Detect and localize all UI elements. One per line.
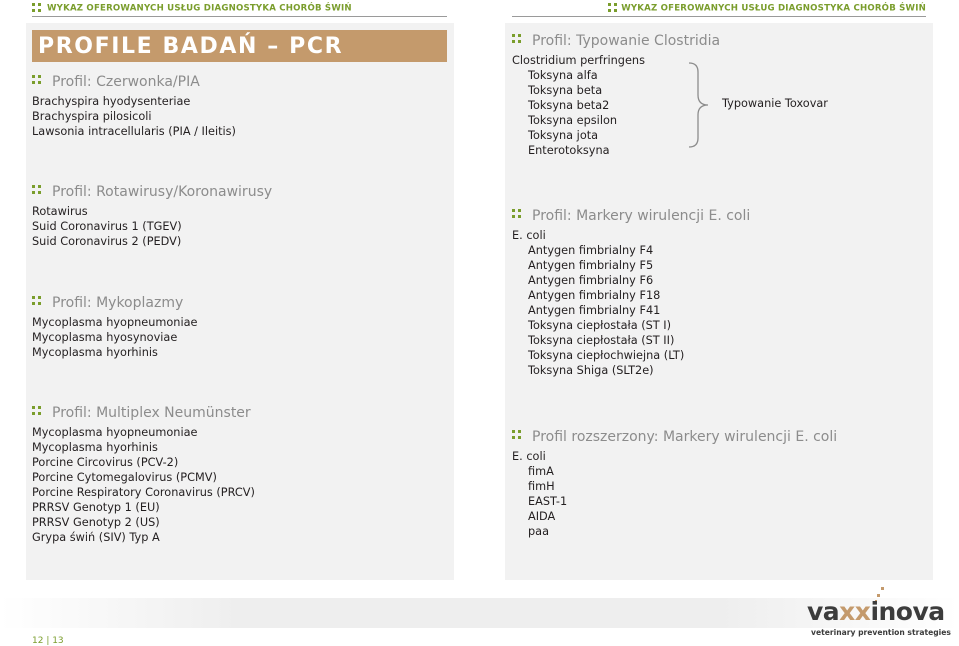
list-item: Mycoplasma hyopneumoniae (32, 316, 198, 329)
list-item: Porcine Cytomegalovirus (PCMV) (32, 471, 217, 484)
header-left (32, 3, 352, 14)
list-item: Toksyna epsilon (528, 114, 618, 127)
header-right-rule (512, 16, 926, 17)
four-dot-icon (512, 209, 521, 219)
list-item: PRRSV Genotyp 2 (US) (32, 516, 160, 529)
section-title: Profil: Typowanie Clostridia (512, 32, 720, 50)
section-rozszerzony-ecoli (512, 428, 837, 539)
list-item: Grypa świń (SIV) Typ A (32, 531, 160, 544)
section-title: Profil: Markery wirulencji E. coli (512, 207, 750, 225)
list-item: Antygen fimbrialny F6 (528, 274, 654, 287)
organism-label: Clostridium perfringens (512, 54, 645, 67)
list-item: Toksyna Shiga (SLT2e) (528, 364, 654, 377)
four-dot-icon (32, 296, 41, 306)
list-item: Toksyna ciepłochwiejna (LT) (528, 349, 685, 362)
section-title: Profil: Mykoplazmy (32, 294, 197, 312)
four-dot-icon (32, 75, 41, 85)
list-item: Enterotoksyna (528, 144, 610, 157)
list-item: Mycoplasma hyorhinis (32, 346, 158, 359)
list-item: EAST-1 (528, 495, 568, 508)
list-item: Toksyna alfa (528, 69, 598, 82)
list-item: fimH (528, 480, 555, 493)
list-item: Porcine Respiratory Coronavirus (PRCV) (32, 486, 255, 499)
list-item: Antygen fimbrialny F18 (528, 289, 661, 302)
curly-brace-icon (688, 62, 712, 148)
organism-label: E. coli (512, 450, 546, 463)
list-item: fimA (528, 465, 554, 478)
four-dot-icon (512, 34, 521, 44)
four-dot-icon (32, 3, 41, 13)
section-czerwonka (32, 73, 236, 139)
section-title: Profil: Rotawirusy/Koronawirusy (32, 183, 272, 201)
section-title: Profil: Multiplex Neumünster (32, 404, 255, 422)
list-item: paa (528, 525, 550, 538)
list-item: Brachyspira pilosicoli (32, 110, 152, 123)
section-mykoplazmy (32, 294, 197, 360)
vaxxinova-logo (805, 585, 951, 640)
list-item: Porcine Circovirus (PCV-2) (32, 456, 179, 469)
list-item: Mycoplasma hyorhinis (32, 441, 158, 454)
list-item: Suid Coronavirus 2 (PEDV) (32, 235, 182, 248)
list-item: Toksyna beta2 (528, 99, 610, 112)
logo-wordmark: vaxxinova (807, 597, 945, 626)
list-item: Brachyspira hyodysenteriae (32, 95, 191, 108)
page-title: PROFILE BADAŃ – PCR (32, 30, 447, 62)
list-item: Rotawirus (32, 205, 88, 218)
list-item: Mycoplasma hyosynoviae (32, 331, 178, 344)
four-dot-icon (32, 185, 41, 195)
four-dot-icon (608, 3, 617, 13)
section-markery-ecoli (512, 207, 750, 378)
header-left-text: WYKAZ OFEROWANYCH USŁUG DIAGNOSTYKA CHORÓB ŚWIŃ (47, 3, 352, 14)
list-item: Antygen fimbrialny F4 (528, 244, 654, 257)
list-item: Lawsonia intracellularis (PIA / Ileitis) (32, 125, 236, 138)
list-item: Mycoplasma hyopneumoniae (32, 426, 198, 439)
brace-label: Typowanie Toxovar (722, 97, 828, 110)
list-item: Antygen fimbrialny F41 (528, 304, 661, 317)
list-item: AIDA (528, 510, 556, 523)
four-dot-icon (32, 406, 41, 416)
section-title: Profil: Czerwonka/PIA (32, 73, 236, 91)
list-item: Toksyna ciepłostała (ST I) (528, 319, 672, 332)
list-item: Antygen fimbrialny F5 (528, 259, 654, 272)
organism-label: E. coli (512, 229, 546, 242)
section-title: Profil rozszerzony: Markery wirulencji E. coli (512, 428, 837, 446)
list-item: Suid Coronavirus 1 (TGEV) (32, 220, 182, 233)
list-item: Toksyna beta (528, 84, 603, 97)
section-rotawirusy (32, 183, 272, 249)
header-right-text: WYKAZ OFEROWANYCH USŁUG DIAGNOSTYKA CHORÓB ŚWIŃ (621, 3, 926, 14)
page-numbers: 12 | 13 (32, 636, 64, 646)
section-multiplex (32, 404, 255, 545)
header-right (608, 3, 926, 14)
list-item: Toksyna jota (528, 129, 599, 142)
header-left-rule (32, 16, 447, 17)
four-dot-icon (512, 430, 521, 440)
logo-tagline: veterinary prevention strategies (811, 628, 951, 637)
list-item: PRRSV Genotyp 1 (EU) (32, 501, 160, 514)
list-item: Toksyna ciepłostała (ST II) (528, 334, 675, 347)
